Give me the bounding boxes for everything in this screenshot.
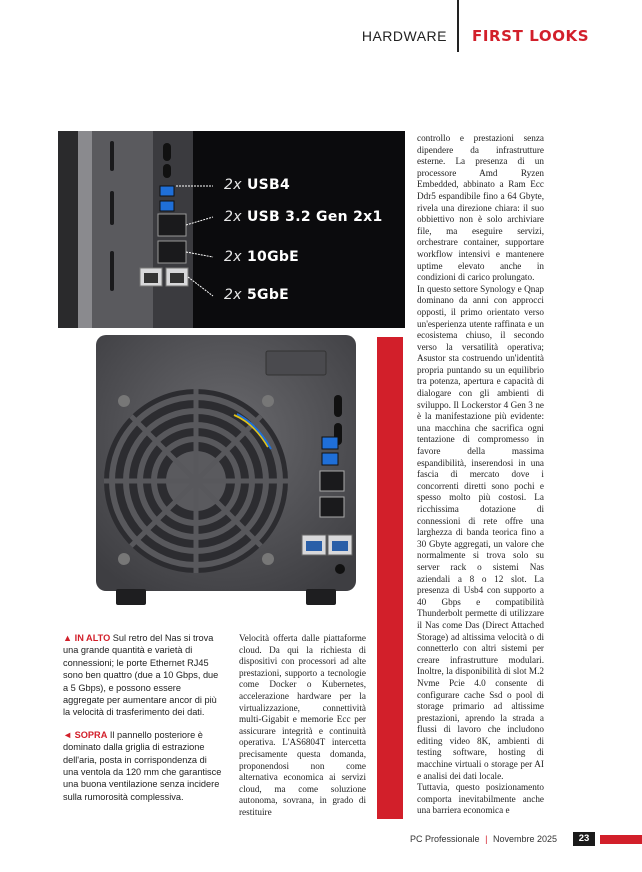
caption-arrow: ◄ (63, 729, 73, 740)
footer-separator: | (485, 834, 488, 844)
spec-5gbe (224, 287, 289, 303)
spec-usb32 (224, 209, 383, 225)
page-number: 23 (573, 832, 595, 846)
issue-date: Novembre 2025 (492, 834, 557, 844)
photo-captions (63, 632, 223, 813)
spec-10gbe (224, 249, 299, 265)
spec-multiplier: 2x (224, 209, 242, 225)
spec-multiplier: 2x (224, 177, 242, 193)
caption-text: Sul retro del Nas si trova una grande quantità e varietà di connessioni; le porte Ethernet RJ45 sono ben quattro (due a 10 Gbps, due a 5 Gbps), e possono essere aggregate per aumentare ancor di più la velocità di trasferimento dei dati. (63, 633, 219, 718)
spec-label: USB4 (246, 177, 291, 193)
caption-top (63, 632, 223, 719)
caption-arrow: ▲ (63, 633, 73, 643)
page-header (0, 0, 642, 60)
spec-label: USB 3.2 Gen 2x1 (246, 209, 383, 225)
paragraph: controllo e prestazioni senza dipendere da infrastrutture esterne. La presenza di un processore Amd Ryzen Embedded, abbinato a Ram Ecc Ddr5 espandibile fino a 64 Gbyte, rivela una direzione chiara: il suo obbiettivo non è solo archiviare file, ma eseguire servizi, orchestrare container, supportare workflow intensivi e mantenere uptime elevato anche in condizioni di carico prolungato. (417, 133, 544, 283)
paragraph: Tuttavia, questo posizionamento comporta inevitabilmente anche una barriera economica e (417, 782, 544, 816)
accent-bar (377, 337, 403, 819)
spec-label: 10GbE (246, 249, 300, 265)
rubric-label: FIRST LOOKS (472, 27, 590, 45)
ports-closeup-photo (58, 131, 405, 328)
caption-text: Il pannello posteriore è dominato dalla griglia di estrazione dell'aria, posta in corrispondenza di una ventola da 120 mm che garantisce una buona ventilazione senza incidere sulla rumorosità complessiva. (63, 729, 222, 802)
paragraph: In questo settore Synology e Qnap dominano da anni con approcci opposti, il primo orientato verso un'esperienza utente raffinata e un ecosistema chiuso, il secondo verso la versatilità operativa; Asustor sta costruendo un'identità propria puntando su un equilibrio tra potenza, apertura e capacità di dialogare con gli ambienti di sviluppo. Il Lockerstor 4 Gen 3 ne è la manifestazione più evidente: una macchina che sacrifica ogni tentazione di compromesso in favore della massima espandibilità, inserendosi in una fascia di mercato dove i concorrenti diretti sono pochi e spesso molto più costosi. La ricchissima dotazione di connessioni di rete offre una larghezza di banda teorica fino a 30 Gbyte aggregati, un valore che normalmente si trova solo su server rack o sistemi Nas aziendali a 8 o 12 slot. La presenza di Usb4 con supporto a 40 Gbps e compatibilità Thunderbolt permette di utilizzare il Nas come Das (Direct Attached Storage) ad altissima velocità o di connetterlo con altri sistemi per creare infrastrutture modulari. Inoltre, la disponibilità di slot M.2 Nvme Pcie 4.0 consente di configurare cache Ssd o pool di storage primario ad altissime prestazioni, aprendo la strada a flussi di lavoro che includono editing video 8K, ambienti di testing software, hosting di macchine virtuali o storage per AI e analisi dei dati locale. (417, 283, 544, 781)
nas-rear-illustration (58, 331, 374, 618)
body-column-middle (239, 633, 366, 819)
caption-above (63, 729, 223, 803)
spec-multiplier: 2x (224, 249, 242, 265)
spec-label: 5GbE (246, 287, 290, 303)
paragraph: Velocità offerta dalle piattaforme cloud. Da qui la richiesta di dispositivi con processori ad alte prestazioni, supporto a tecnologie come Docker o Kubernetes, accelerazione hardware per la virtualizzazione, connettività multi-Gigabit e memorie Ecc per assicurare integrità e continuità operativa. L'AS6804T intercetta precisamente questa domanda, proponendosi non come alternativa economica ai servizi cloud, ma come soluzione autonoma, sovrana, in grado di restituire (239, 633, 366, 817)
header-divider (457, 0, 459, 52)
nas-rear-photo (58, 331, 374, 618)
footer-magazine-issue (410, 834, 557, 844)
spec-usb4 (224, 177, 290, 193)
caption-label: SOPRA (74, 729, 108, 740)
footer-accent-bar (600, 835, 642, 844)
section-label: HARDWARE (361, 28, 447, 44)
caption-label: IN ALTO (74, 633, 111, 643)
spec-multiplier: 2x (224, 287, 242, 303)
body-column-right (417, 133, 544, 817)
page-footer (0, 832, 642, 852)
magazine-name: PC Professionale (410, 834, 480, 844)
